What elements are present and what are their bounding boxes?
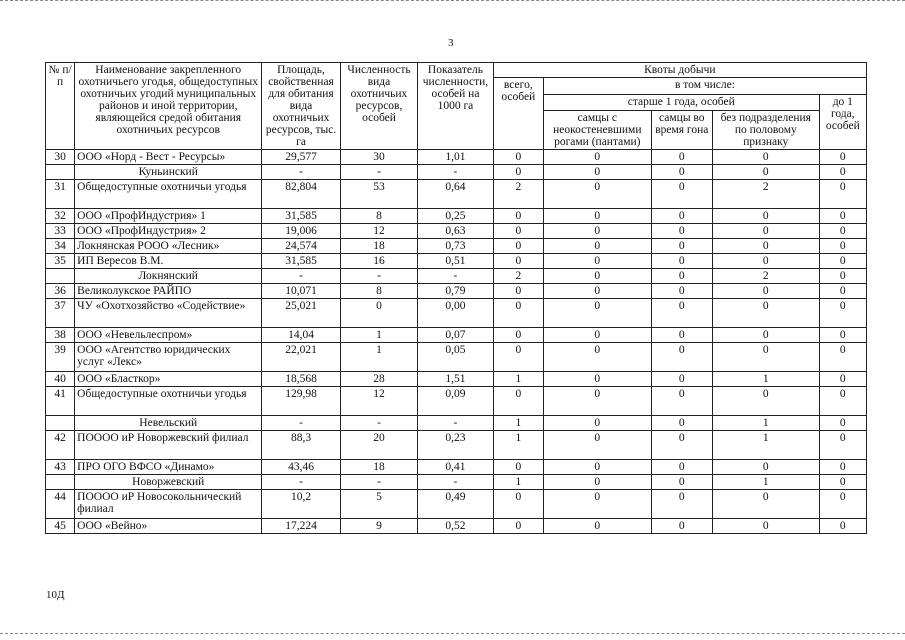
- row-males-rut: 0: [651, 416, 712, 431]
- row-name: ООО «ПрофИндустрия» 1: [75, 209, 262, 224]
- row-no-sex: 0: [712, 328, 819, 343]
- row-total: 1: [493, 372, 543, 387]
- row-density: 0,79: [418, 284, 493, 299]
- table-row: [46, 284, 867, 299]
- row-count: 1: [340, 343, 417, 372]
- row-total: 1: [493, 416, 543, 431]
- table-row: [46, 343, 867, 372]
- row-count: 1: [340, 328, 417, 343]
- row-area: 10,2: [262, 490, 340, 519]
- row-males-rut: 0: [651, 150, 712, 165]
- row-name: Новоржевский: [75, 475, 262, 490]
- row-males-rut: 0: [651, 387, 712, 416]
- table-row: [46, 150, 867, 165]
- row-total: 0: [493, 490, 543, 519]
- header-quotas: Квоты добычи: [493, 63, 866, 78]
- table-row: [46, 372, 867, 387]
- row-count: 8: [340, 209, 417, 224]
- header-no-sex: без подразделения по половому признаку: [712, 111, 819, 150]
- table-row: [46, 460, 867, 475]
- row-males-rut: 0: [651, 475, 712, 490]
- header-density: Показатель численности, особей на 1000 га: [418, 63, 493, 150]
- row-no-sex: 1: [712, 431, 819, 460]
- row-no-sex: 0: [712, 224, 819, 239]
- row-males-velvet: 0: [543, 254, 651, 269]
- row-density: 0,07: [418, 328, 493, 343]
- row-no-sex: 0: [712, 519, 819, 534]
- row-density: 0,73: [418, 239, 493, 254]
- row-density: -: [418, 165, 493, 180]
- row-name: Куньинский: [75, 165, 262, 180]
- row-under1: 0: [819, 269, 866, 284]
- row-number: [46, 165, 75, 180]
- row-count: 20: [340, 431, 417, 460]
- row-males-velvet: 0: [543, 284, 651, 299]
- row-total: 0: [493, 165, 543, 180]
- row-under1: 0: [819, 460, 866, 475]
- row-males-rut: 0: [651, 372, 712, 387]
- row-name: ПРО ОГО ВФСО «Динамо»: [75, 460, 262, 475]
- row-count: 0: [340, 299, 417, 328]
- row-males-velvet: 0: [543, 328, 651, 343]
- row-name: ИП Вересов В.М.: [75, 254, 262, 269]
- row-density: 0,51: [418, 254, 493, 269]
- row-density: 0,09: [418, 387, 493, 416]
- table-row: [46, 254, 867, 269]
- row-males-velvet: 0: [543, 180, 651, 209]
- row-males-velvet: 0: [543, 299, 651, 328]
- row-males-velvet: 0: [543, 224, 651, 239]
- table-row: [46, 328, 867, 343]
- row-males-rut: 0: [651, 209, 712, 224]
- row-density: 0,00: [418, 299, 493, 328]
- row-males-rut: 0: [651, 490, 712, 519]
- row-males-velvet: 0: [543, 431, 651, 460]
- row-males-rut: 0: [651, 269, 712, 284]
- row-count: 18: [340, 460, 417, 475]
- row-area: 18,568: [262, 372, 340, 387]
- row-density: 0,25: [418, 209, 493, 224]
- row-count: -: [340, 165, 417, 180]
- row-name: ПОООО иР Новоржевский филиал: [75, 431, 262, 460]
- row-total: 2: [493, 180, 543, 209]
- row-males-rut: 0: [651, 299, 712, 328]
- header-males-rut: самцы во время гона: [651, 111, 712, 150]
- table-row: [46, 387, 867, 416]
- row-under1: 0: [819, 284, 866, 299]
- row-no-sex: 0: [712, 460, 819, 475]
- row-males-velvet: 0: [543, 475, 651, 490]
- row-density: 0,49: [418, 490, 493, 519]
- top-dashed-edge: [0, 0, 905, 7]
- row-males-velvet: 0: [543, 416, 651, 431]
- row-males-velvet: 0: [543, 387, 651, 416]
- row-total: 0: [493, 254, 543, 269]
- row-males-rut: 0: [651, 254, 712, 269]
- row-density: -: [418, 416, 493, 431]
- row-number: 43: [46, 460, 75, 475]
- row-count: 12: [340, 224, 417, 239]
- row-density: 0,63: [418, 224, 493, 239]
- row-under1: 0: [819, 180, 866, 209]
- header-name: Наименование закрепленного охотничьего угодья, общедоступных охотничьих угодий муниципальных районов и иной территории, являющейся средой обитания охотничьих ресурсов: [75, 63, 262, 150]
- row-number: 40: [46, 372, 75, 387]
- row-males-velvet: 0: [543, 490, 651, 519]
- row-under1: 0: [819, 239, 866, 254]
- row-name: ООО «Бласткор»: [75, 372, 262, 387]
- row-area: 22,021: [262, 343, 340, 372]
- table-row: [46, 239, 867, 254]
- row-males-rut: 0: [651, 165, 712, 180]
- row-no-sex: 0: [712, 209, 819, 224]
- row-number: 33: [46, 224, 75, 239]
- row-males-rut: 0: [651, 180, 712, 209]
- row-count: 30: [340, 150, 417, 165]
- row-males-velvet: 0: [543, 372, 651, 387]
- row-males-rut: 0: [651, 460, 712, 475]
- row-males-velvet: 0: [543, 519, 651, 534]
- row-males-velvet: 0: [543, 343, 651, 372]
- row-density: -: [418, 475, 493, 490]
- row-number: [46, 269, 75, 284]
- row-males-velvet: 0: [543, 239, 651, 254]
- row-no-sex: 1: [712, 475, 819, 490]
- region-subtotal-row: [46, 475, 867, 490]
- row-density: -: [418, 269, 493, 284]
- row-count: 28: [340, 372, 417, 387]
- row-no-sex: 0: [712, 254, 819, 269]
- table-row: [46, 490, 867, 519]
- row-density: 0,23: [418, 431, 493, 460]
- row-number: 30: [46, 150, 75, 165]
- row-total: 0: [493, 239, 543, 254]
- row-area: 25,021: [262, 299, 340, 328]
- row-no-sex: 2: [712, 180, 819, 209]
- region-subtotal-row: [46, 165, 867, 180]
- row-males-velvet: 0: [543, 150, 651, 165]
- row-total: 0: [493, 460, 543, 475]
- page-number: 3: [448, 37, 454, 49]
- row-males-rut: 0: [651, 224, 712, 239]
- row-males-rut: 0: [651, 284, 712, 299]
- row-males-velvet: 0: [543, 209, 651, 224]
- header-total: всего, особей: [493, 78, 543, 150]
- row-no-sex: 0: [712, 490, 819, 519]
- row-males-rut: 0: [651, 239, 712, 254]
- row-number: 36: [46, 284, 75, 299]
- row-no-sex: 0: [712, 387, 819, 416]
- row-count: 8: [340, 284, 417, 299]
- row-number: 39: [46, 343, 75, 372]
- row-count: 18: [340, 239, 417, 254]
- row-area: 24,574: [262, 239, 340, 254]
- table-row: [46, 224, 867, 239]
- row-count: 53: [340, 180, 417, 209]
- row-under1: 0: [819, 328, 866, 343]
- row-area: 19,006: [262, 224, 340, 239]
- row-no-sex: 0: [712, 343, 819, 372]
- row-number: 41: [46, 387, 75, 416]
- row-name: Локнянская РООО «Лесник»: [75, 239, 262, 254]
- table-row: [46, 299, 867, 328]
- row-density: 0,05: [418, 343, 493, 372]
- row-number: 38: [46, 328, 75, 343]
- row-area: -: [262, 416, 340, 431]
- row-area: 31,585: [262, 209, 340, 224]
- row-no-sex: 2: [712, 269, 819, 284]
- row-under1: 0: [819, 343, 866, 372]
- row-under1: 0: [819, 416, 866, 431]
- row-under1: 0: [819, 299, 866, 328]
- row-under1: 0: [819, 431, 866, 460]
- table-row: [46, 431, 867, 460]
- row-total: 0: [493, 284, 543, 299]
- table-row: [46, 209, 867, 224]
- table-row: [46, 519, 867, 534]
- row-name: ООО «Агентство юридических услуг «Лекс»: [75, 343, 262, 372]
- row-number: 32: [46, 209, 75, 224]
- row-count: 9: [340, 519, 417, 534]
- row-number: 37: [46, 299, 75, 328]
- row-area: -: [262, 269, 340, 284]
- table-row: [46, 180, 867, 209]
- row-name: ООО «ПрофИндустрия» 2: [75, 224, 262, 239]
- row-area: -: [262, 165, 340, 180]
- row-density: 1,01: [418, 150, 493, 165]
- header-area: Площадь, свойственная для обитания вида охотничьих ресурсов, тыс. га: [262, 63, 340, 150]
- row-density: 1,51: [418, 372, 493, 387]
- row-no-sex: 1: [712, 372, 819, 387]
- row-males-rut: 0: [651, 431, 712, 460]
- row-males-velvet: 0: [543, 460, 651, 475]
- row-under1: 0: [819, 372, 866, 387]
- row-area: 82,804: [262, 180, 340, 209]
- row-area: 129,98: [262, 387, 340, 416]
- row-total: 0: [493, 299, 543, 328]
- row-name: Великолукское РАЙПО: [75, 284, 262, 299]
- row-under1: 0: [819, 165, 866, 180]
- row-area: 31,585: [262, 254, 340, 269]
- row-under1: 0: [819, 209, 866, 224]
- row-count: 5: [340, 490, 417, 519]
- row-count: -: [340, 269, 417, 284]
- row-total: 1: [493, 475, 543, 490]
- row-no-sex: 0: [712, 150, 819, 165]
- row-under1: 0: [819, 519, 866, 534]
- region-subtotal-row: [46, 416, 867, 431]
- row-under1: 0: [819, 224, 866, 239]
- row-name: ПОООО иР Новосокольнический филиал: [75, 490, 262, 519]
- row-number: 31: [46, 180, 75, 209]
- row-area: 10,071: [262, 284, 340, 299]
- row-area: -: [262, 475, 340, 490]
- row-total: 2: [493, 269, 543, 284]
- row-total: 1: [493, 431, 543, 460]
- row-total: 0: [493, 328, 543, 343]
- row-number: 44: [46, 490, 75, 519]
- row-males-rut: 0: [651, 328, 712, 343]
- row-total: 0: [493, 343, 543, 372]
- row-no-sex: 0: [712, 299, 819, 328]
- row-under1: 0: [819, 150, 866, 165]
- quota-table: [45, 62, 867, 534]
- row-no-sex: 0: [712, 165, 819, 180]
- row-name: ООО «Невельлеспром»: [75, 328, 262, 343]
- row-males-rut: 0: [651, 343, 712, 372]
- row-number: 35: [46, 254, 75, 269]
- row-under1: 0: [819, 254, 866, 269]
- row-under1: 0: [819, 475, 866, 490]
- footer-code: 10Д: [46, 589, 65, 601]
- row-name: Невельский: [75, 416, 262, 431]
- row-no-sex: 1: [712, 416, 819, 431]
- row-number: 45: [46, 519, 75, 534]
- row-area: 88,3: [262, 431, 340, 460]
- row-name: ООО «Вейно»: [75, 519, 262, 534]
- row-total: 0: [493, 150, 543, 165]
- region-subtotal-row: [46, 269, 867, 284]
- row-males-velvet: 0: [543, 269, 651, 284]
- row-name: Общедоступные охотничьи угодья: [75, 180, 262, 209]
- header-older: старше 1 года, особей: [543, 94, 819, 111]
- row-no-sex: 0: [712, 239, 819, 254]
- row-name: Локнянский: [75, 269, 262, 284]
- row-under1: 0: [819, 490, 866, 519]
- header-including: в том числе:: [543, 78, 866, 95]
- row-number: [46, 416, 75, 431]
- header-males-velvet: самцы с неокостеневшими рогами (пантами): [543, 111, 651, 150]
- row-name: ЧУ «Охотхозяйство «Содействие»: [75, 299, 262, 328]
- row-density: 0,41: [418, 460, 493, 475]
- row-count: 12: [340, 387, 417, 416]
- row-under1: 0: [819, 387, 866, 416]
- row-density: 0,52: [418, 519, 493, 534]
- row-males-rut: 0: [651, 519, 712, 534]
- row-total: 0: [493, 519, 543, 534]
- row-area: 29,577: [262, 150, 340, 165]
- table-body: [46, 150, 867, 534]
- row-number: 42: [46, 431, 75, 460]
- row-area: 14,04: [262, 328, 340, 343]
- row-count: -: [340, 475, 417, 490]
- header-num: № п/п: [46, 63, 75, 150]
- row-count: -: [340, 416, 417, 431]
- row-count: 16: [340, 254, 417, 269]
- row-number: 34: [46, 239, 75, 254]
- row-number: [46, 475, 75, 490]
- row-no-sex: 0: [712, 284, 819, 299]
- header-count: Численность вида охотничьих ресурсов, особей: [340, 63, 417, 150]
- row-area: 43,46: [262, 460, 340, 475]
- row-density: 0,64: [418, 180, 493, 209]
- header-under1: до 1 года, особей: [819, 94, 866, 150]
- row-name: Общедоступные охотничьи угодья: [75, 387, 262, 416]
- bottom-dashed-edge: [0, 633, 905, 640]
- row-area: 17,224: [262, 519, 340, 534]
- row-total: 0: [493, 224, 543, 239]
- row-total: 0: [493, 387, 543, 416]
- row-name: ООО «Норд - Вест - Ресурсы»: [75, 150, 262, 165]
- row-total: 0: [493, 209, 543, 224]
- row-males-velvet: 0: [543, 165, 651, 180]
